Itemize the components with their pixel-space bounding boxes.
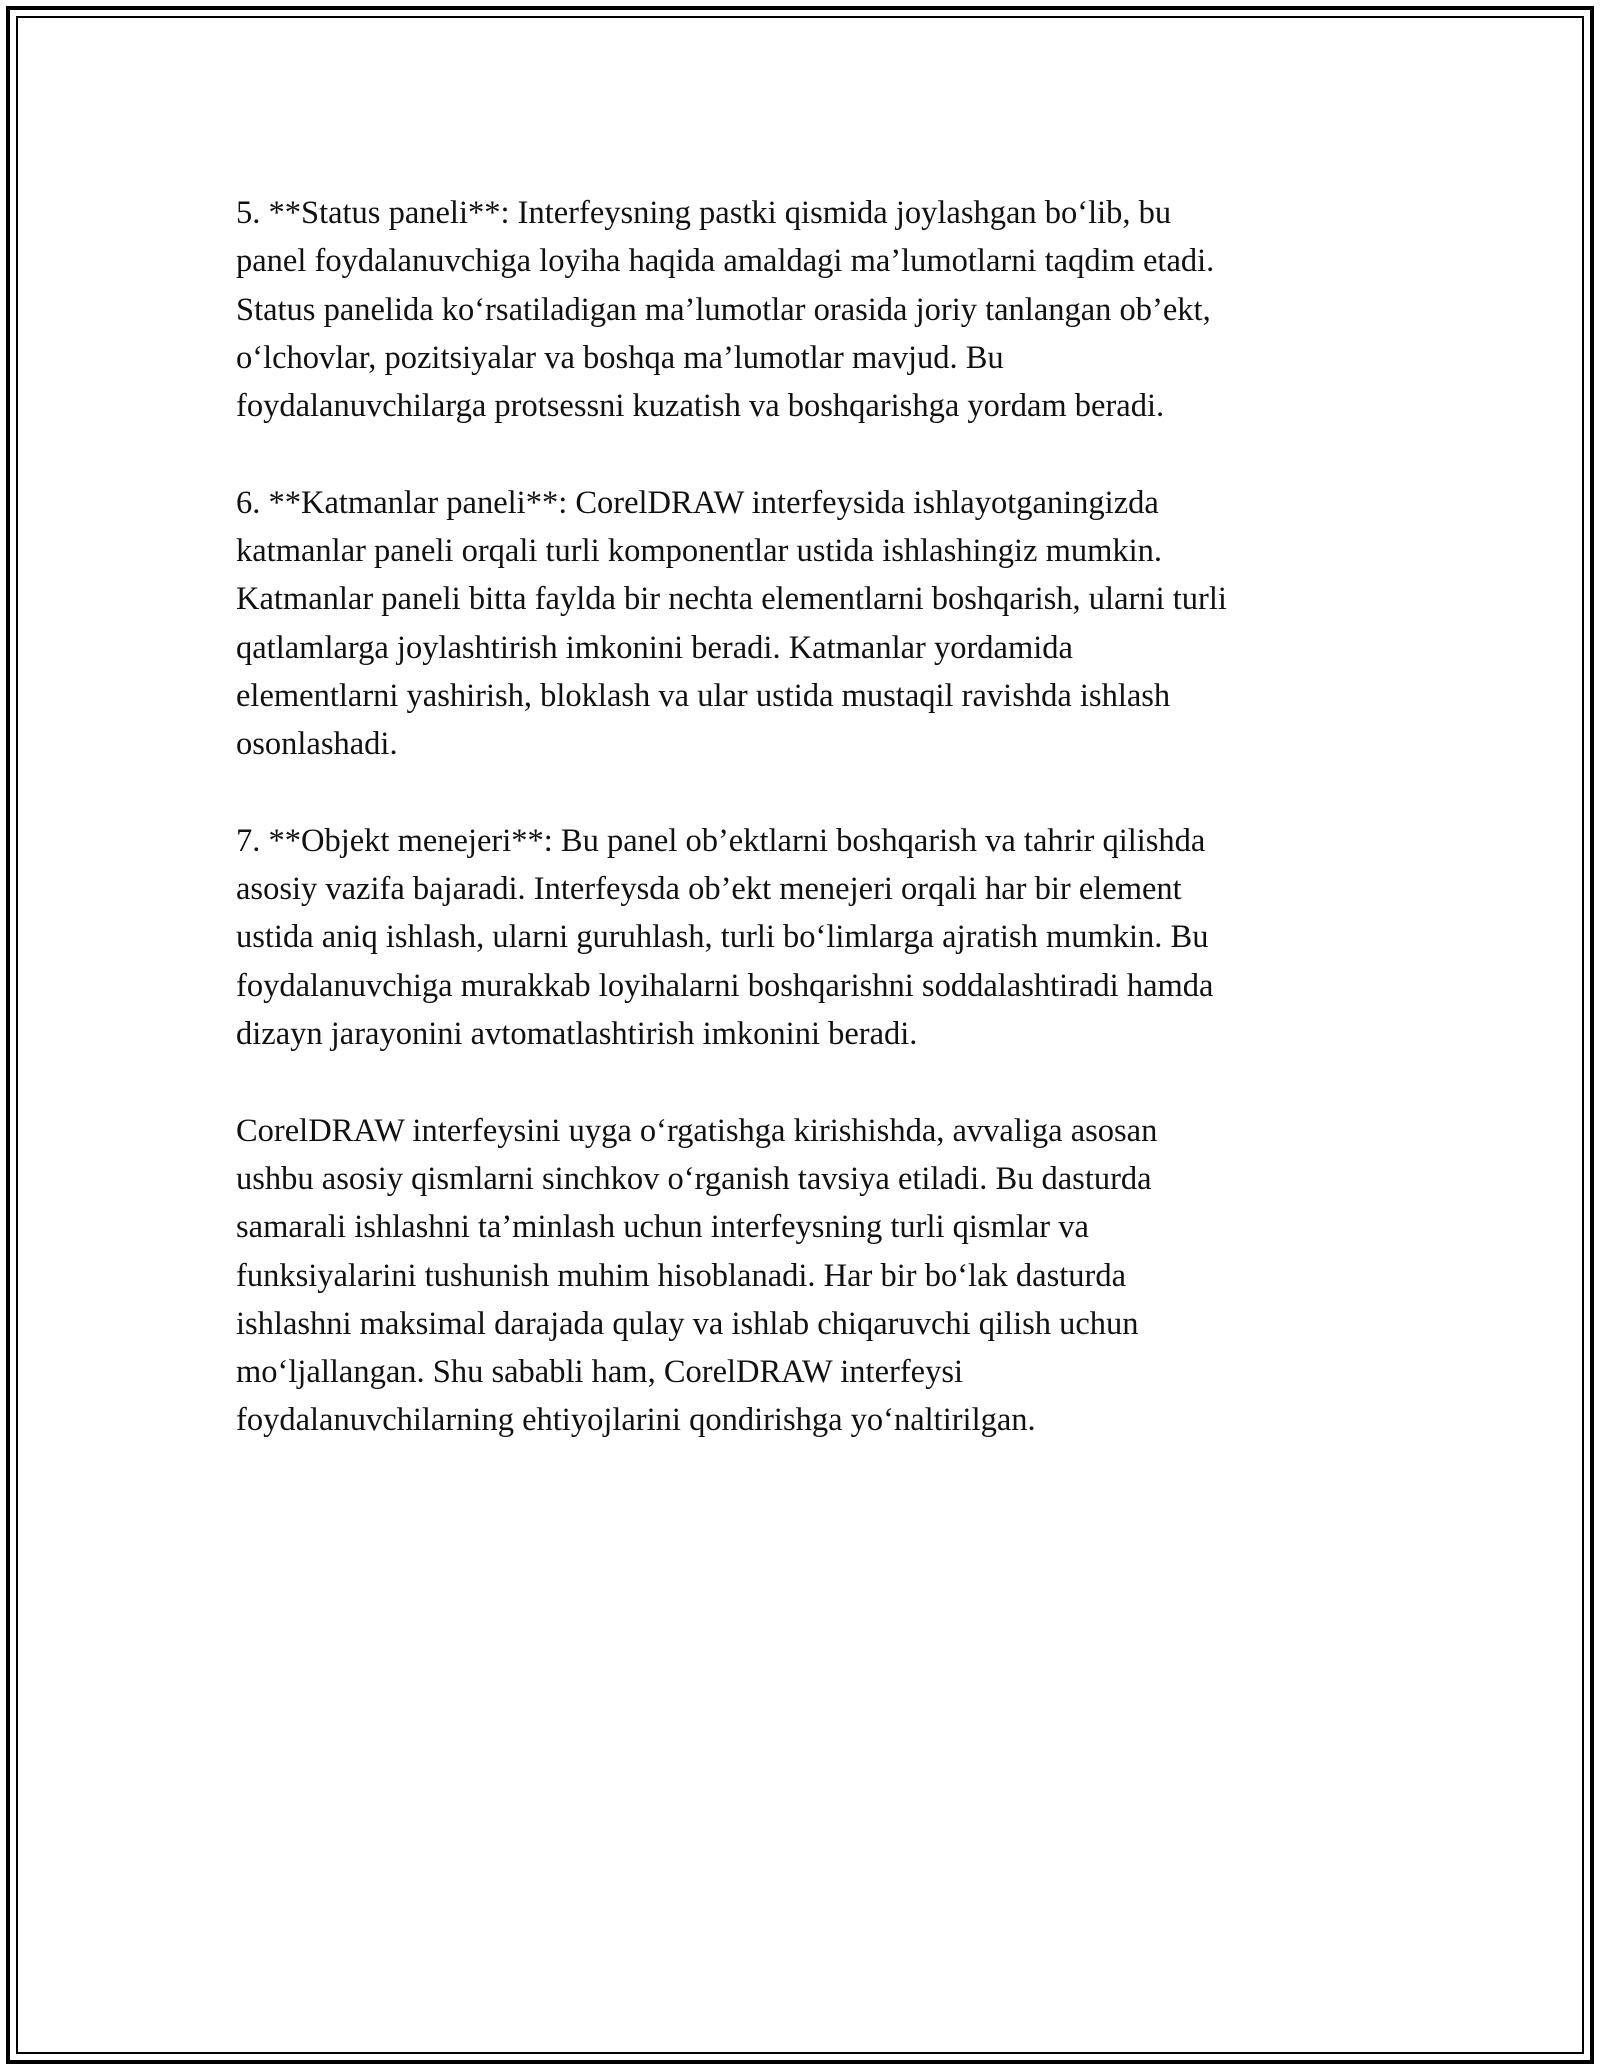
paragraph-conclusion: CorelDRAW interfeysini uyga o‘rgatishga kirishishda, avvaliga asosan ushbu asosiy qismlarni sinchkov o‘rganish tavsiya etiladi. Bu dasturda samarali ishlashni ta’minlash uchun interfeysning turli qismlar va funksiyalarini tushunish muhim hisoblanadi. Har bir bo‘lak dasturda ishlashni maksimal darajada qulay va ishlab chiqaruvchi qilish uchun mo‘ljallangan. Shu sababli ham, CorelDRAW interfeysi foydalanuvchilarning ehtiyojlarini qondirishga yo‘naltirilgan. [236,1112,1158,1439]
document-body [236,189,1376,1493]
paragraph-layers-panel: 6. **Katmanlar paneli**: CorelDRAW interfeysida ishlayotganingizda katmanlar paneli orqali turli komponentlar ustida ishlashingiz mumkin. Katmanlar paneli bitta faylda bir nechta elementlarni boshqarish, ularni turli qatlamlarga joylashtirish imkonini beradi. Katmanlar yordamida elementlarni yashirish, bloklash va ular ustida mustaqil ravishda ishlash osonlashadi. [236,484,1227,763]
paragraph-object-manager: 7. **Objekt menejeri**: Bu panel ob’ektlarni boshqarish va tahrir qilishda asosiy vazifa bajaradi. Interfeysda ob’ekt menejeri orqali har bir element ustida aniq ishlash, ularni guruhlash, turli bo‘limlarga ajratish mumkin. Bu foydalanuvchiga murakkab loyihalarni boshqarishni soddalashtiradi hamda dizayn jarayonini avtomatlashtirish imkonini beradi. [236,822,1214,1053]
paragraph-status-panel: 5. **Status paneli**: Interfeysning pastki qismida joylashgan bo‘lib, bu panel foydalanuvchiga loyiha haqida amaldagi ma’lumotlarni taqdim etadi. Status panelida ko‘rsatiladigan ma’lumotlar orasida joriy tanlangan ob’ekt, o‘lchovlar, pozitsiyalar va boshqa ma’lumotlar mavjud. Bu foydalanuvchilarga protsessni kuzatish va boshqarishga yordam beradi. [236,195,1215,425]
